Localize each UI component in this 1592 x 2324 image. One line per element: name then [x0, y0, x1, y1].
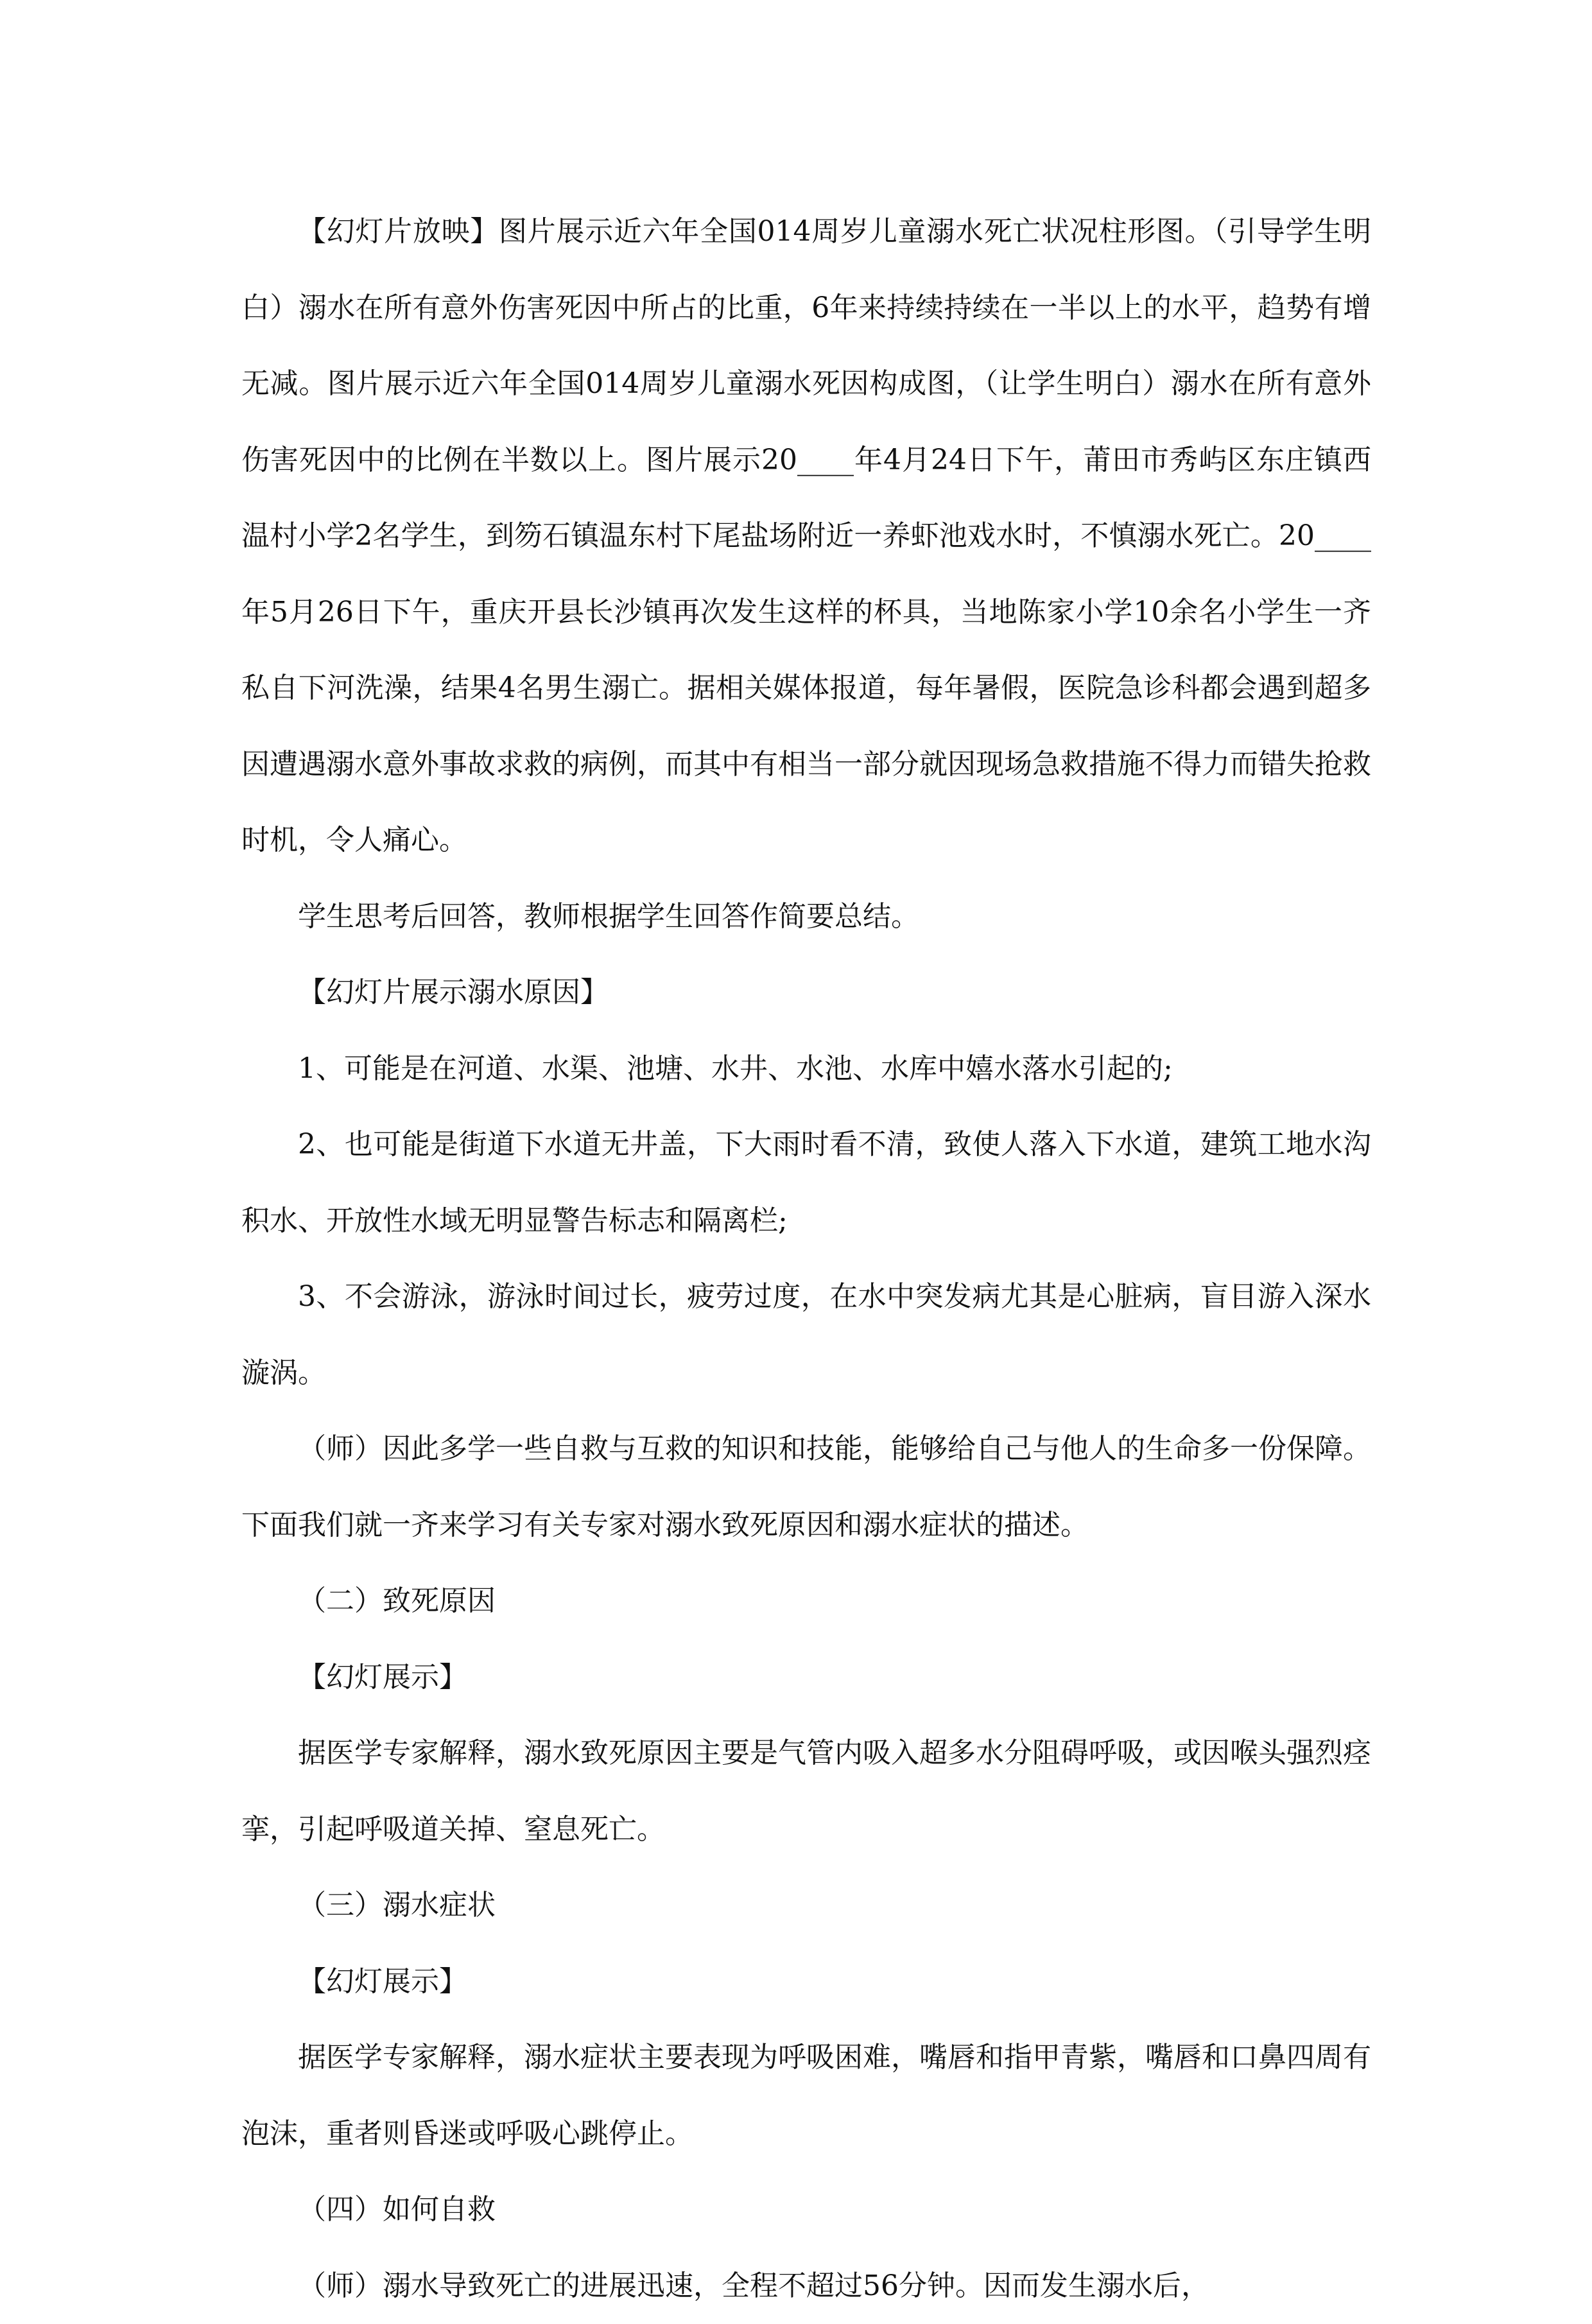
- paragraph-teacher-self-rescue: （师）溺水导致死亡的进展迅速，全程不超过56分钟。因而发生溺水后，: [241, 2248, 1371, 2324]
- paragraph-cause-3: 3、不会游泳，游泳时间过长，疲劳过度，在水中突发病尤其是心脏病，盲目游入深水漩涡。: [241, 1259, 1371, 1411]
- section-heading-self-rescue: （四）如何自救: [241, 2172, 1371, 2248]
- paragraph-cause-2: 2、也可能是街道下水道无井盖，下大雨时看不清，致使人落入下水道，建筑工地水沟积水、开放性水域无明显警告标志和隔离栏;: [241, 1107, 1371, 1259]
- paragraph-slideshow-statistics: 【幻灯片放映】图片展示近六年全国014周岁儿童溺水死亡状况柱形图。（引导学生明白）溺水在所有意外伤害死因中所占的比重，6年来持续持续在一半以上的水平，趋势有增无减。图片展示近六年全国014周岁儿童溺水死因构成图，（让学生明白）溺水在所有意外伤害死因中的比例在半数以上。图片展示20____年4月24日下午，莆田市秀屿区东庄镇西温村小学2名学生，到笏石镇温东村下尾盐场附近一养虾池戏水时，不慎溺水死亡。20____年5月26日下午，重庆开县长沙镇再次发生这样的杯具，当地陈家小学10余名小学生一齐私自下河洗澡，结果4名男生溺亡。据相关媒体报道，每年暑假，医院急诊科都会遇到超多因遭遇溺水意外事故求救的病例，而其中有相当一部分就因现场急救措施不得力而错失抢救时机，令人痛心。: [241, 194, 1371, 879]
- paragraph-slide-show-1: 【幻灯展示】: [241, 1640, 1371, 1716]
- document-body: [241, 194, 1371, 2324]
- paragraph-slide-drowning-causes: 【幻灯片展示溺水原因】: [241, 955, 1371, 1031]
- section-heading-symptoms: （三）溺水症状: [241, 1868, 1371, 1944]
- paragraph-fatal-cause-explanation: 据医学专家解释，溺水致死原因主要是气管内吸入超多水分阻碍呼吸，或因喉头强烈痉挛，引起呼吸道关掉、窒息死亡。: [241, 1715, 1371, 1868]
- paragraph-slide-show-2: 【幻灯展示】: [241, 1944, 1371, 2020]
- section-heading-fatal-causes: （二）致死原因: [241, 1563, 1371, 1640]
- paragraph-cause-1: 1、可能是在河道、水渠、池塘、水井、水池、水库中嬉水落水引起的;: [241, 1031, 1371, 1107]
- paragraph-student-answer: 学生思考后回答，教师根据学生回答作简要总结。: [241, 879, 1371, 955]
- paragraph-symptoms-explanation: 据医学专家解释，溺水症状主要表现为呼吸困难，嘴唇和指甲青紫，嘴唇和口鼻四周有泡沫，重者则昏迷或呼吸心跳停止。: [241, 2020, 1371, 2172]
- paragraph-teacher-intro: （师）因此多学一些自救与互救的知识和技能，能够给自己与他人的生命多一份保障。下面我们就一齐来学习有关专家对溺水致死原因和溺水症状的描述。: [241, 1411, 1371, 1563]
